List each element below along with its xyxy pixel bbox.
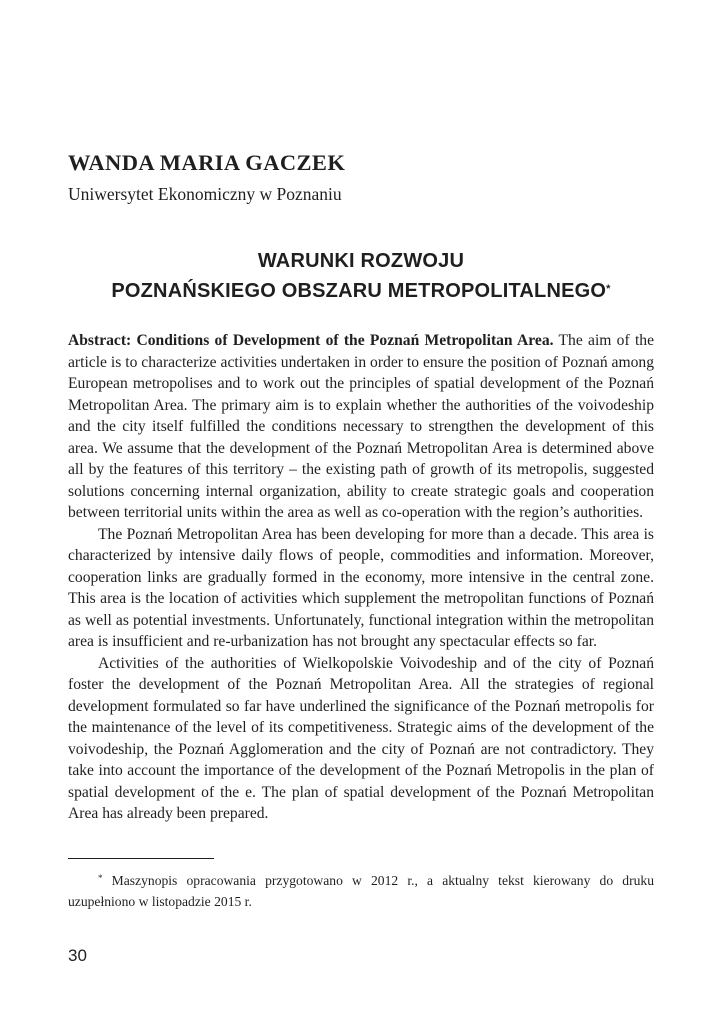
author-affiliation: Uniwersytet Ekonomiczny w Poznaniu [68, 184, 342, 204]
title-footnote-marker: * [606, 283, 611, 295]
article-title-line-1: WARUNKI ROZWOJU [257, 250, 465, 272]
abstract-text: The aim of the article is to characterize activities undertaken in order to ensure the position of Poznań among European metropolises and to work out the principles of spatial development of the Poznań Metropolitan Area. The primary aim is to explain whether the authorities of the voivodeship and the city itself fulfilled the conditions necessary to strengthen the development of this area. We assume that the development of the Poznań Metropolitan Area is determined above all by the features of this territory – the existing path of growth of its metropolis, suggested solutions concerning internal organization, ability to create strategic goals and cooperation between territorial units within the area as well as co-operation with the region’s authorities. [68, 332, 654, 521]
footnote [68, 870, 654, 912]
footnote-divider [68, 858, 214, 859]
body-paragraph-1: The Poznań Metropolitan Area has been developing for more than a decade. This area is characterized by intensive daily flows of people, commodities and information. Moreover, cooperation links are gradually formed in the economy, more intensive in the central zone. This area is the location of activities which supplement the metropolitan functions of Poznań as well as potential investments. Unfortunately, functional integration within the metropolitan area is insufficient and re-urbanization has not brought any spectacular effects so far. [68, 525, 654, 650]
article-title-text: POZNAŃSKIEGO OBSZARU METROPOLITALNEGO [111, 280, 607, 302]
abstract-label: Abstract: Conditions of Development of the Poznań Metropolitan Area. [68, 332, 554, 349]
body-paragraph-2: Activities of the authorities of Wielkopolskie Voivodeship and of the city of Poznań foster the development of the Poznań Metropolitan Area. All the strategies of regional development formulated so far have underlined the significance of the Poznań metropolis for the maintenance of the level of its competitiveness. Strategic aims of the development of the voivodeship, the Poznań Agglomeration and the city of Poznań are not contradictory. They take into account the importance of the development of the Poznań Metropolis in the plan of spatial development of the e. The plan of spatial development of the Poznań Metropolitan Area has already been prepared. [68, 654, 654, 822]
footnote-marker: * [98, 873, 103, 883]
article-body [68, 330, 654, 825]
footnote-paragraph [68, 870, 654, 912]
footnote-text: Maszynopis opracowania przygotowano w 2012 r., a aktualny tekst kierowany do druku uzupełniono w listopadzie 2015 r. [68, 873, 654, 909]
author-name: WANDA MARIA GACZEK [68, 150, 346, 175]
page-number: 30 [68, 946, 87, 965]
abstract-paragraph [68, 330, 654, 524]
article-title-line-2 [54, 276, 668, 307]
